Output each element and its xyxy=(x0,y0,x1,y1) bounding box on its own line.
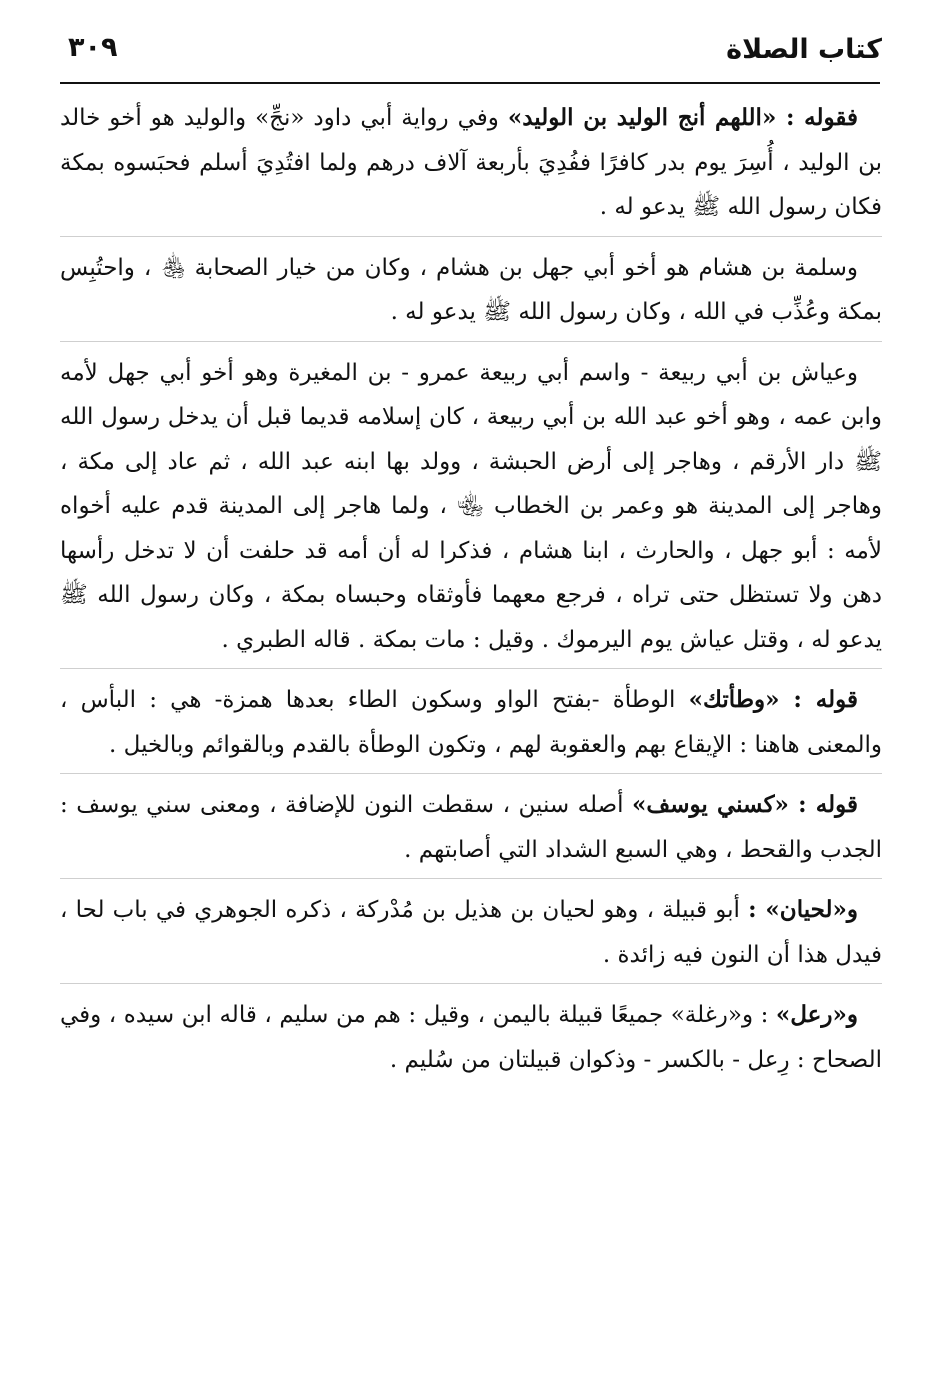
paragraph-text: وعياش بن أبي ربيعة - واسم أبي ربيعة عمرو - بن المغيرة وهو أخو أبي جهل لأمه وابن عمه ، وهو أخو عبد الله بن أبي ربيعة ، كان إسلامه قديما قبل أن يدخل رسول الله ﷺ دار الأرقم ، وهاجر إلى أرض الحبشة ، وولد بها ابنه عبد الله ، ثم عاد إلى مكة ، وهاجر إلى المدينة هو وعمر بن الخطاب ﵄ ، ولما هاجر إلى المدينة قدم عليه أخواه لأمه : أبو جهل ، والحارث ، ابنا هشام ، فذكرا له أن أمه قد حلفت أن لا تدخل رأسها دهن ولا تستظل حتى تراه ، فرجع معهما فأوثقاه وحبساه بمكة ، وكان رسول الله ﷺ يدعو له ، وقتل عياش يوم اليرموك . وقيل : مات بمكة . قاله الطبري . xyxy=(60,359,882,653)
paragraph-ril xyxy=(60,993,882,1088)
paragraph-lead: فقوله : «اللهم أنج الوليد بن الوليد» xyxy=(507,104,858,131)
chapter-title: كتاب الصلاة xyxy=(726,34,882,65)
paragraph-walid xyxy=(60,96,882,237)
paragraph-ayyash xyxy=(60,351,882,670)
paragraph-text: : و«رغلة» جميعًا قبيلة باليمن ، وقيل : هم من سليم ، قاله ابن سيده ، وفي الصحاح : رِعل - بالكسر - وذكوان قبيلتان من سُليم . xyxy=(60,1002,882,1073)
paragraph-text: أصله سنين ، سقطت النون للإضافة ، ومعنى سني يوسف : الجدب والقحط ، وهي السبع الشداد التي أصابتهم . xyxy=(60,792,882,863)
paragraph-watatak xyxy=(60,678,882,774)
paragraph-lead: قوله : «وطأتك» xyxy=(688,686,858,713)
header-divider xyxy=(60,82,880,84)
paragraph-salama xyxy=(60,246,882,342)
page-header xyxy=(60,28,882,74)
paragraph-text: أبو قبيلة ، وهو لحيان بن هذيل بن مُدْركة ، ذكره الجوهري في باب لحا ، فيدل هذا أن النون فيه زائدة . xyxy=(60,897,882,968)
paragraph-sini-yusuf xyxy=(60,783,882,879)
paragraph-text: الوطأة -بفتح الواو وسكون الطاء بعدها همزة- هي : البأس ، والمعنى هاهنا : الإيقاع بهم والعقوبة لهم ، وتكون الوطأة بالقدم وبالقوائم وبالخيل . xyxy=(60,687,882,758)
paragraph-lead: و«لحيان» : xyxy=(748,896,858,923)
paragraph-lead: قوله : «كسني يوسف» xyxy=(632,791,858,818)
paragraph-lead: و«رعل» xyxy=(775,1001,858,1028)
paragraph-text: وسلمة بن هشام هو أخو أبي جهل بن هشام ، وكان من خيار الصحابة ﵃ ، واحتُبِس بمكة وعُذِّب في الله ، وكان رسول الله ﷺ يدعو له . xyxy=(60,254,882,325)
page-body xyxy=(60,96,882,1097)
page-number: ٣٠٩ xyxy=(68,32,118,63)
paragraph-lihyan xyxy=(60,888,882,984)
paragraph-text: وفي رواية أبي داود «نجِّ» والوليد هو أخو خالد بن الوليد ، أُسِرَ يوم بدر كافرًا ففُدِيَ بأربعة آلاف درهم ولما افتُدِيَ أسلم فحبَسوه بمكة فكان رسول الله ﷺ يدعو له . xyxy=(60,105,882,220)
